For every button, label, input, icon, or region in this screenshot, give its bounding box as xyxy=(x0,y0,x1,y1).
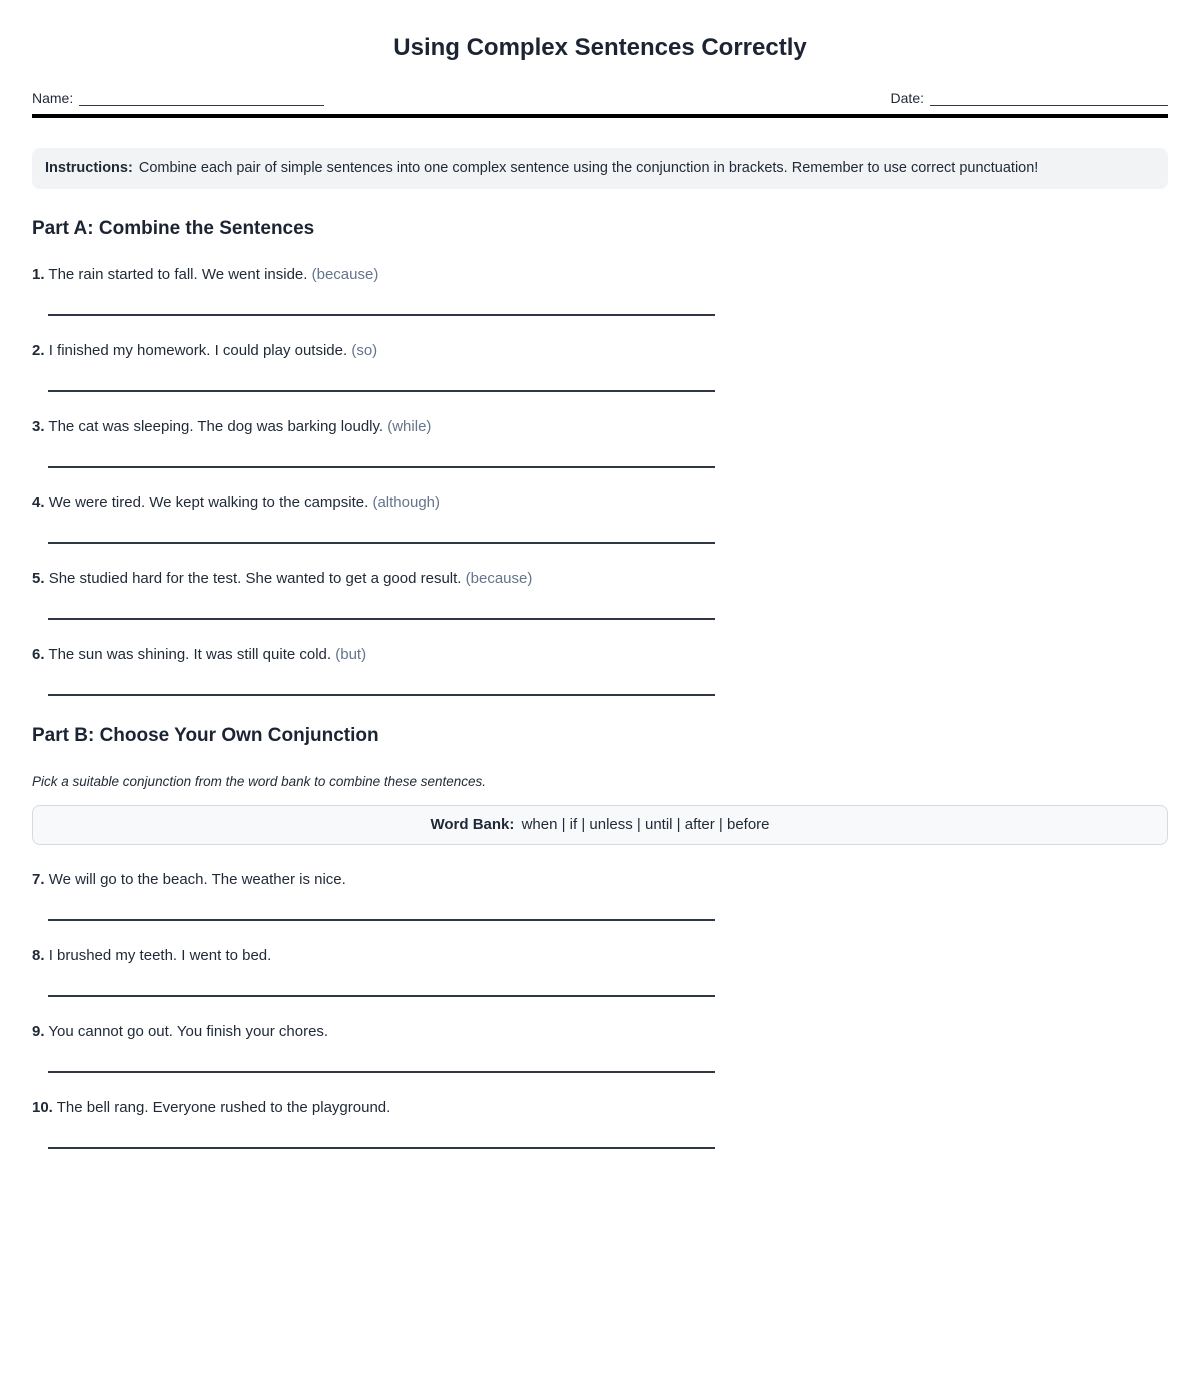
question-text: I finished my homework. I could play outside. xyxy=(48,342,348,359)
word-bank-label: Word Bank: xyxy=(430,816,515,833)
question-conjunction: (while) xyxy=(387,418,432,435)
name-date-row xyxy=(32,90,1168,106)
word-bank-words: when | if | unless | until | after | before xyxy=(521,816,770,833)
question-text-row xyxy=(32,264,1168,286)
question-number: 5. xyxy=(32,570,45,587)
question-item xyxy=(32,644,1168,696)
question-number: 3. xyxy=(32,418,45,435)
question-text: We were tired. We kept walking to the campsite. xyxy=(48,494,369,511)
name-field xyxy=(32,90,324,106)
question-conjunction: (because) xyxy=(311,266,379,283)
answer-line[interactable] xyxy=(48,919,715,921)
answer-line[interactable] xyxy=(48,618,715,620)
name-label: Name: xyxy=(32,90,74,106)
instructions-box xyxy=(32,148,1168,189)
question-text-row xyxy=(32,340,1168,362)
answer-line[interactable] xyxy=(48,542,715,544)
part-a-heading: Part A: Combine the Sentences xyxy=(32,218,315,239)
date-label: Date: xyxy=(890,90,924,106)
instructions-label: Instructions: xyxy=(45,160,133,176)
date-input-line[interactable] xyxy=(930,91,1168,106)
answer-line[interactable] xyxy=(48,1147,715,1149)
question-number: 8. xyxy=(32,947,45,964)
question-text: The sun was shining. It was still quite cold. xyxy=(48,646,332,663)
date-field xyxy=(891,90,1168,106)
word-bank-box xyxy=(32,805,1168,845)
question-conjunction: (although) xyxy=(372,494,440,511)
question-text: The rain started to fall. We went inside. xyxy=(48,266,308,283)
question-text-row xyxy=(32,1021,1168,1043)
question-number: 6. xyxy=(32,646,45,663)
question-number: 9. xyxy=(32,1023,45,1040)
name-input-line[interactable] xyxy=(79,91,324,106)
question-text: The bell rang. Everyone rushed to the playground. xyxy=(56,1099,391,1116)
part-b-note: Pick a suitable conjunction from the word bank to combine these sentences. xyxy=(32,774,487,789)
header-divider xyxy=(32,114,1168,118)
page-title: Using Complex Sentences Correctly xyxy=(393,34,807,61)
part-b-questions xyxy=(32,869,1168,1149)
part-a-questions xyxy=(32,264,1168,696)
question-text-row xyxy=(32,568,1168,590)
answer-line[interactable] xyxy=(48,694,715,696)
answer-line[interactable] xyxy=(48,314,715,316)
question-text-row xyxy=(32,416,1168,438)
answer-line[interactable] xyxy=(48,466,715,468)
question-item xyxy=(32,1097,1168,1149)
question-item xyxy=(32,869,1168,921)
question-item xyxy=(32,340,1168,392)
question-number: 2. xyxy=(32,342,45,359)
question-text-row xyxy=(32,1097,1168,1119)
answer-line[interactable] xyxy=(48,1071,715,1073)
question-number: 10. xyxy=(32,1099,53,1116)
instructions-text: Combine each pair of simple sentences into one complex sentence using the conjunction in brackets. Remember to use correct punctuation! xyxy=(138,160,1039,176)
question-item xyxy=(32,945,1168,997)
question-number: 4. xyxy=(32,494,45,511)
part-b-heading: Part B: Choose Your Own Conjunction xyxy=(32,725,379,746)
answer-line[interactable] xyxy=(48,995,715,997)
question-text-row xyxy=(32,869,1168,891)
question-text-row xyxy=(32,644,1168,666)
question-item xyxy=(32,1021,1168,1073)
question-item xyxy=(32,492,1168,544)
question-item xyxy=(32,264,1168,316)
question-conjunction: (but) xyxy=(335,646,367,663)
question-text: You cannot go out. You finish your chores. xyxy=(48,1023,329,1040)
question-number: 7. xyxy=(32,871,45,888)
answer-line[interactable] xyxy=(48,390,715,392)
question-conjunction: (because) xyxy=(465,570,533,587)
question-text-row xyxy=(32,945,1168,967)
question-text-row xyxy=(32,492,1168,514)
question-text: The cat was sleeping. The dog was barking loudly. xyxy=(48,418,384,435)
question-number: 1. xyxy=(32,266,45,283)
question-item xyxy=(32,416,1168,468)
question-conjunction: (so) xyxy=(351,342,378,359)
question-text: I brushed my teeth. I went to bed. xyxy=(48,947,272,964)
question-text: We will go to the beach. The weather is nice. xyxy=(48,871,346,888)
question-text: She studied hard for the test. She wanted to get a good result. xyxy=(48,570,462,587)
question-item xyxy=(32,568,1168,620)
